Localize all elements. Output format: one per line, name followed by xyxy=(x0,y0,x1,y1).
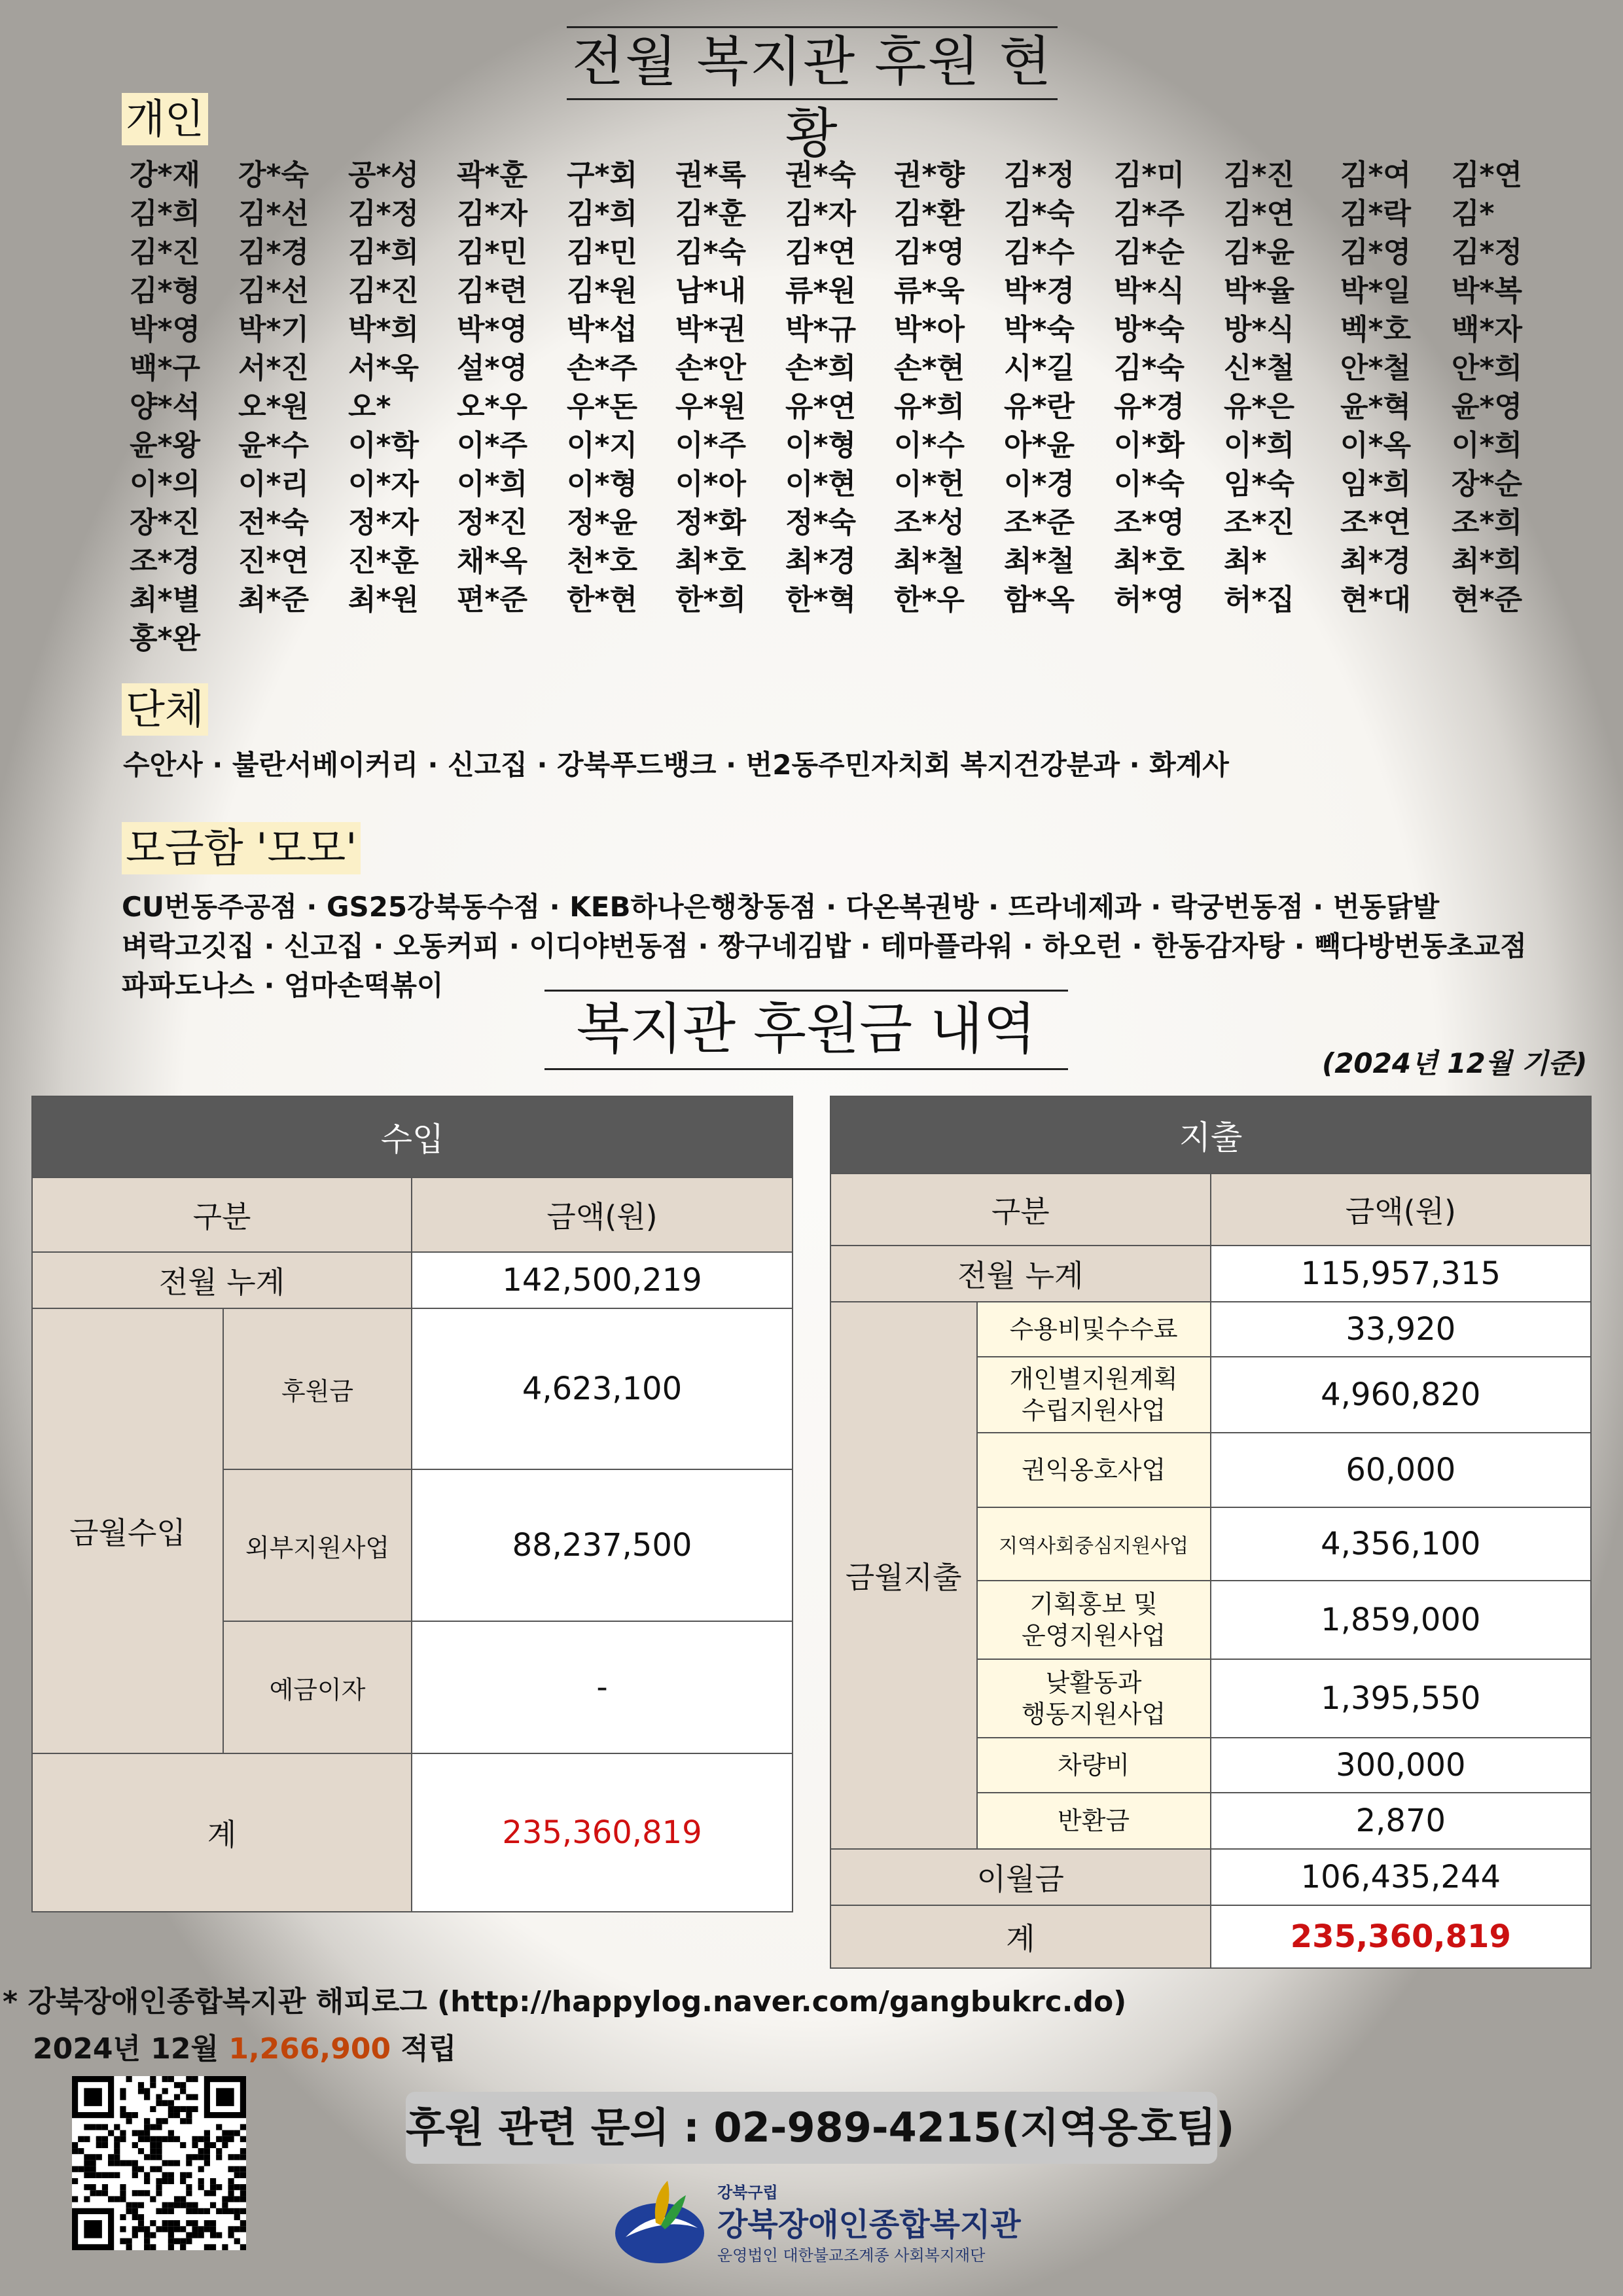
donor-name: 김*형 xyxy=(130,274,201,308)
donation-box-line: CU번동주공점 · GS25강북동수점 · KEB하나은행창동점 · 다온복권방 · 뜨라네제과 · 락궁번동점 · 번동닭발 xyxy=(122,891,1440,923)
income-col-category: 구분 xyxy=(32,1177,412,1252)
donor-name: 박*복 xyxy=(1452,274,1523,308)
donor-name: 김*숙 xyxy=(1004,197,1075,230)
donor-name: 이*자 xyxy=(348,467,419,501)
donation-box-label: 모금함 '모모' xyxy=(122,822,361,874)
donor-name: 아*윤 xyxy=(1004,429,1075,462)
donor-name: 곽*훈 xyxy=(457,158,528,192)
donor-name: 류*욱 xyxy=(894,274,965,308)
donor-name: 이*경 xyxy=(1004,467,1075,501)
donor-name: 벡*호 xyxy=(1340,313,1412,346)
group-donor-list: 수안사 · 불란서베이커리 · 신고집 · 강북푸드뱅크 · 번2동주민자치회 복지건강분과 · 화계사 xyxy=(123,749,1229,781)
donor-name: 서*진 xyxy=(238,351,310,385)
donor-name: 이*주 xyxy=(457,429,528,462)
donor-name: 김*진 xyxy=(348,274,419,308)
donor-name: 조*희 xyxy=(1452,506,1523,539)
individual-label: 개인 xyxy=(122,93,208,145)
donor-name: 이*의 xyxy=(130,467,201,501)
expense-header: 지출 xyxy=(830,1096,1591,1174)
donor-name: 김*여 xyxy=(1340,158,1412,192)
donor-name: 이*희 xyxy=(1224,429,1295,462)
donor-name: 정*윤 xyxy=(567,506,638,539)
donor-name: 김*정 xyxy=(348,197,419,230)
accumulated-amount: 1,266,900 xyxy=(228,2032,391,2066)
donor-name: 김*선 xyxy=(238,274,310,308)
donor-name: 김* xyxy=(1452,197,1495,230)
donor-name: 시*길 xyxy=(1004,351,1075,385)
donor-name: 최*호 xyxy=(675,545,747,578)
donor-name: 김*진 xyxy=(1224,158,1295,192)
income-item-value: - xyxy=(412,1621,793,1753)
donor-name: 정*화 xyxy=(675,506,747,539)
income-item-value: 4,623,100 xyxy=(412,1308,793,1469)
donor-name: 김*정 xyxy=(1452,236,1523,269)
donor-name: 김*진 xyxy=(130,236,201,269)
individual-donor-list xyxy=(130,157,1569,659)
donor-name: 박*일 xyxy=(1340,274,1412,308)
income-item-label: 외부지원사업 xyxy=(223,1469,412,1621)
logo-sub-text: 운영법인 대한불교조계종 사회복지재단 xyxy=(717,2246,986,2265)
donor-name: 김*윤 xyxy=(1224,236,1295,269)
donor-row xyxy=(130,273,1569,312)
donor-name: 박*기 xyxy=(238,313,310,346)
donor-name: 한*우 xyxy=(894,583,965,617)
contact-banner: 후원 관련 문의 : 02-989-4215(지역옹호팀) xyxy=(406,2092,1217,2164)
donor-name: 최*별 xyxy=(130,583,201,617)
donor-name: 김*훈 xyxy=(675,197,747,230)
income-month-label: 금월수입 xyxy=(32,1308,223,1753)
donor-name: 최*호 xyxy=(1114,545,1185,578)
donor-name: 채*옥 xyxy=(457,545,528,578)
donor-name: 유*은 xyxy=(1224,390,1295,423)
donor-row xyxy=(130,350,1569,389)
donor-name: 김*수 xyxy=(1004,236,1075,269)
donor-row xyxy=(130,505,1569,543)
welfare-center-logo-icon xyxy=(613,2177,711,2269)
expense-item-value: 4,960,820 xyxy=(1211,1357,1591,1433)
donor-row xyxy=(130,196,1569,234)
expense-item-label: 개인별지원계획 수립지원사업 xyxy=(977,1357,1211,1433)
donor-name: 현*준 xyxy=(1452,583,1523,617)
donor-name: 김*락 xyxy=(1340,197,1412,230)
donor-name: 최*경 xyxy=(785,545,857,578)
donor-name: 박*권 xyxy=(675,313,747,346)
donor-name: 오*원 xyxy=(238,390,310,423)
donor-name: 허*집 xyxy=(1224,583,1295,617)
income-table xyxy=(31,1096,793,1912)
donor-name: 윤*영 xyxy=(1452,390,1523,423)
donor-name: 임*희 xyxy=(1340,467,1412,501)
expense-item-value: 4,356,100 xyxy=(1211,1507,1591,1581)
donor-row xyxy=(130,466,1569,505)
income-item-label: 후원금 xyxy=(223,1308,412,1469)
donor-name: 박*율 xyxy=(1224,274,1295,308)
donor-name: 방*식 xyxy=(1224,313,1295,346)
donor-name: 조*영 xyxy=(1114,506,1185,539)
donor-row xyxy=(130,157,1569,196)
expense-table xyxy=(830,1096,1592,1969)
expense-total-value: 235,360,819 xyxy=(1211,1905,1591,1968)
expense-carry-label: 이월금 xyxy=(830,1849,1211,1905)
income-prev-label: 전월 누계 xyxy=(32,1252,412,1308)
donor-name: 박*희 xyxy=(348,313,419,346)
donor-name: 김*민 xyxy=(567,236,638,269)
donor-name: 방*숙 xyxy=(1114,313,1185,346)
donor-name: 손*희 xyxy=(785,351,857,385)
donor-name: 백*자 xyxy=(1452,313,1523,346)
donor-name: 안*철 xyxy=(1340,351,1412,385)
income-item-value: 88,237,500 xyxy=(412,1469,793,1621)
expense-item-value: 1,395,550 xyxy=(1211,1659,1591,1738)
donor-name: 홍*완 xyxy=(130,622,201,655)
accumulated-suffix: 적립 xyxy=(391,2032,457,2066)
donor-name: 장*진 xyxy=(130,506,201,539)
donor-name: 김*희 xyxy=(348,236,419,269)
donor-name: 손*주 xyxy=(567,351,638,385)
donor-name: 김*숙 xyxy=(675,236,747,269)
donor-name: 이*주 xyxy=(675,429,747,462)
donor-name: 김*영 xyxy=(894,236,965,269)
donor-name: 박*식 xyxy=(1114,274,1185,308)
income-col-amount: 금액(원) xyxy=(412,1177,793,1252)
donor-name: 김*연 xyxy=(1224,197,1295,230)
expense-item-value: 1,859,000 xyxy=(1211,1581,1591,1659)
donor-name: 김*연 xyxy=(1452,158,1523,192)
donor-name: 남*내 xyxy=(675,274,747,308)
donor-name: 최*경 xyxy=(1340,545,1412,578)
donor-name: 김*미 xyxy=(1114,158,1185,192)
donor-row xyxy=(130,234,1569,273)
donor-name: 백*구 xyxy=(130,351,201,385)
donor-name: 박*영 xyxy=(457,313,528,346)
donor-name: 정*숙 xyxy=(785,506,857,539)
donation-box-list xyxy=(122,888,1527,1005)
donor-name: 권*숙 xyxy=(785,158,857,192)
accumulated-prefix: 2024년 12월 xyxy=(33,2032,229,2066)
donor-name: 천*호 xyxy=(567,545,638,578)
expense-item-label: 권익옹호사업 xyxy=(977,1433,1211,1507)
donor-name: 이*현 xyxy=(785,467,857,501)
expense-prev-label: 전월 누계 xyxy=(830,1246,1211,1302)
donor-name: 조*경 xyxy=(130,545,201,578)
logo-name: 강북장애인종합복지관 xyxy=(717,2206,1021,2243)
donor-name: 함*옥 xyxy=(1004,583,1075,617)
donor-name: 김*자 xyxy=(457,197,528,230)
expense-item-label: 기획홍보 및 운영지원사업 xyxy=(977,1581,1211,1659)
donor-name: 강*숙 xyxy=(238,158,310,192)
donor-name: 박*경 xyxy=(1004,274,1075,308)
donor-name: 이*숙 xyxy=(1114,467,1185,501)
donor-row xyxy=(130,389,1569,427)
donor-name: 서*욱 xyxy=(348,351,419,385)
income-item-label: 예금이자 xyxy=(223,1621,412,1753)
income-prev-value: 142,500,219 xyxy=(412,1252,793,1308)
donor-name: 양*석 xyxy=(130,390,201,423)
expense-carry-value: 106,435,244 xyxy=(1211,1849,1591,1905)
donor-name: 정*진 xyxy=(457,506,528,539)
donor-name: 최*철 xyxy=(1004,545,1075,578)
donor-name: 윤*왕 xyxy=(130,429,201,462)
expense-month-label: 금월지출 xyxy=(830,1302,977,1849)
donor-name: 김*순 xyxy=(1114,236,1185,269)
donor-name: 손*안 xyxy=(675,351,747,385)
donor-name: 김*숙 xyxy=(1114,351,1185,385)
donor-row xyxy=(130,582,1569,620)
happylog-accumulated xyxy=(33,2025,456,2067)
donor-name: 김*자 xyxy=(785,197,857,230)
donor-name: 이*학 xyxy=(348,429,419,462)
logo-small-text: 강북구립 xyxy=(717,2183,778,2202)
donor-name: 유*경 xyxy=(1114,390,1185,423)
donor-name: 우*돈 xyxy=(567,390,638,423)
donor-name: 김*선 xyxy=(238,197,310,230)
donor-name: 유*란 xyxy=(1004,390,1075,423)
donor-name: 안*희 xyxy=(1452,351,1523,385)
donor-name: 정*자 xyxy=(348,506,419,539)
donor-name: 이*리 xyxy=(238,467,310,501)
donor-name: 김*정 xyxy=(1004,158,1075,192)
donor-name: 조*연 xyxy=(1340,506,1412,539)
donor-name: 김*경 xyxy=(238,236,310,269)
qr-code-icon[interactable] xyxy=(72,2076,246,2250)
donor-name: 최*희 xyxy=(1452,545,1523,578)
group-label: 단체 xyxy=(122,683,208,736)
donor-name: 이*형 xyxy=(785,429,857,462)
donor-name: 최*원 xyxy=(348,583,419,617)
donor-name: 진*연 xyxy=(238,545,310,578)
donor-name: 류*원 xyxy=(785,274,857,308)
welfare-center-logo xyxy=(613,2177,1058,2269)
expense-prev-value: 115,957,315 xyxy=(1211,1246,1591,1302)
donor-name: 한*희 xyxy=(675,583,747,617)
donor-name: 박*영 xyxy=(130,313,201,346)
donor-name: 이*옥 xyxy=(1340,429,1412,462)
donor-row xyxy=(130,312,1569,350)
donor-name: 유*연 xyxy=(785,390,857,423)
donor-name: 이*화 xyxy=(1114,429,1185,462)
expense-item-value: 300,000 xyxy=(1211,1738,1591,1793)
expense-item-label: 수용비및수수료 xyxy=(977,1302,1211,1357)
donor-name: 조*진 xyxy=(1224,506,1295,539)
expense-item-label: 차량비 xyxy=(977,1738,1211,1793)
donor-name: 권*향 xyxy=(894,158,965,192)
expense-col-category: 구분 xyxy=(830,1174,1211,1246)
donor-name: 김*주 xyxy=(1114,197,1185,230)
donor-name: 현*대 xyxy=(1340,583,1412,617)
expense-item-label: 반환금 xyxy=(977,1793,1211,1849)
donor-name: 박*아 xyxy=(894,313,965,346)
donor-name: 이*지 xyxy=(567,429,638,462)
donation-status-title: 전월 복지관 후원 현황 xyxy=(567,26,1058,100)
donor-name: 김*희 xyxy=(130,197,201,230)
donor-name: 박*규 xyxy=(785,313,857,346)
donor-name: 이*형 xyxy=(567,467,638,501)
donor-name: 최*준 xyxy=(238,583,310,617)
donor-name: 김*민 xyxy=(457,236,528,269)
donor-name: 권*록 xyxy=(675,158,747,192)
donor-row xyxy=(130,543,1569,582)
donor-name: 유*희 xyxy=(894,390,965,423)
donor-name: 김*연 xyxy=(785,236,857,269)
expense-item-value: 2,870 xyxy=(1211,1793,1591,1849)
donor-name: 공*성 xyxy=(348,158,419,192)
donor-name: 이*헌 xyxy=(894,467,965,501)
expense-total-label: 계 xyxy=(830,1905,1211,1968)
donor-name: 손*현 xyxy=(894,351,965,385)
donation-details-title: 복지관 후원금 내역 xyxy=(544,990,1068,1070)
donor-name: 설*영 xyxy=(457,351,528,385)
donor-name: 오*우 xyxy=(457,390,528,423)
basis-date: (2024년 12월 기준) xyxy=(1322,1047,1588,1079)
donor-row xyxy=(130,427,1569,466)
donor-name: 진*훈 xyxy=(348,545,419,578)
donor-name: 윤*혁 xyxy=(1340,390,1412,423)
donor-name: 김*영 xyxy=(1340,236,1412,269)
donor-name: 이*아 xyxy=(675,467,747,501)
donor-name: 오* xyxy=(348,390,391,423)
income-header: 수입 xyxy=(32,1096,793,1177)
donor-name: 강*재 xyxy=(130,158,201,192)
donor-name: 구*회 xyxy=(567,158,638,192)
donor-name: 최*철 xyxy=(894,545,965,578)
expense-col-amount: 금액(원) xyxy=(1211,1174,1591,1246)
donation-box-line: 벼락고깃집 · 신고집 · 오동커피 · 이디야번동점 · 짱구네김밥 · 테마플라워 · 하오런 · 한동감자탕 · 빽다방번동초교점 xyxy=(122,930,1527,962)
donor-name: 조*성 xyxy=(894,506,965,539)
donor-name: 이*희 xyxy=(457,467,528,501)
donor-name: 장*순 xyxy=(1452,467,1523,501)
happylog-note: * 강북장애인종합복지관 해피로그 (http://happylog.naver.com/gangbukrc.do) xyxy=(3,1985,1127,2018)
expense-item-label: 낮활동과 행동지원사업 xyxy=(977,1659,1211,1738)
donor-name: 최* xyxy=(1224,545,1267,578)
donor-row xyxy=(130,620,1569,659)
donor-name: 전*숙 xyxy=(238,506,310,539)
expense-item-label: 지역사회중심지원사업 xyxy=(977,1507,1211,1581)
donor-name: 박*숙 xyxy=(1004,313,1075,346)
expense-item-value: 33,920 xyxy=(1211,1302,1591,1357)
donor-name: 신*철 xyxy=(1224,351,1295,385)
donor-name: 우*원 xyxy=(675,390,747,423)
donor-name: 김*환 xyxy=(894,197,965,230)
donor-name: 이*수 xyxy=(894,429,965,462)
donor-name: 조*준 xyxy=(1004,506,1075,539)
donor-name: 김*원 xyxy=(567,274,638,308)
donor-name: 편*준 xyxy=(457,583,528,617)
donor-name: 임*숙 xyxy=(1224,467,1295,501)
donation-box-line: 파파도나스 · 엄마손떡볶이 xyxy=(122,969,444,1001)
donor-name: 한*현 xyxy=(567,583,638,617)
donor-name: 김*련 xyxy=(457,274,528,308)
donor-name: 박*섭 xyxy=(567,313,638,346)
donor-name: 이*희 xyxy=(1452,429,1523,462)
income-total-value: 235,360,819 xyxy=(412,1753,793,1912)
expense-item-value: 60,000 xyxy=(1211,1433,1591,1507)
donor-name: 허*영 xyxy=(1114,583,1185,617)
donor-name: 윤*수 xyxy=(238,429,310,462)
income-total-label: 계 xyxy=(32,1753,412,1912)
donor-name: 한*혁 xyxy=(785,583,857,617)
donor-name: 김*희 xyxy=(567,197,638,230)
